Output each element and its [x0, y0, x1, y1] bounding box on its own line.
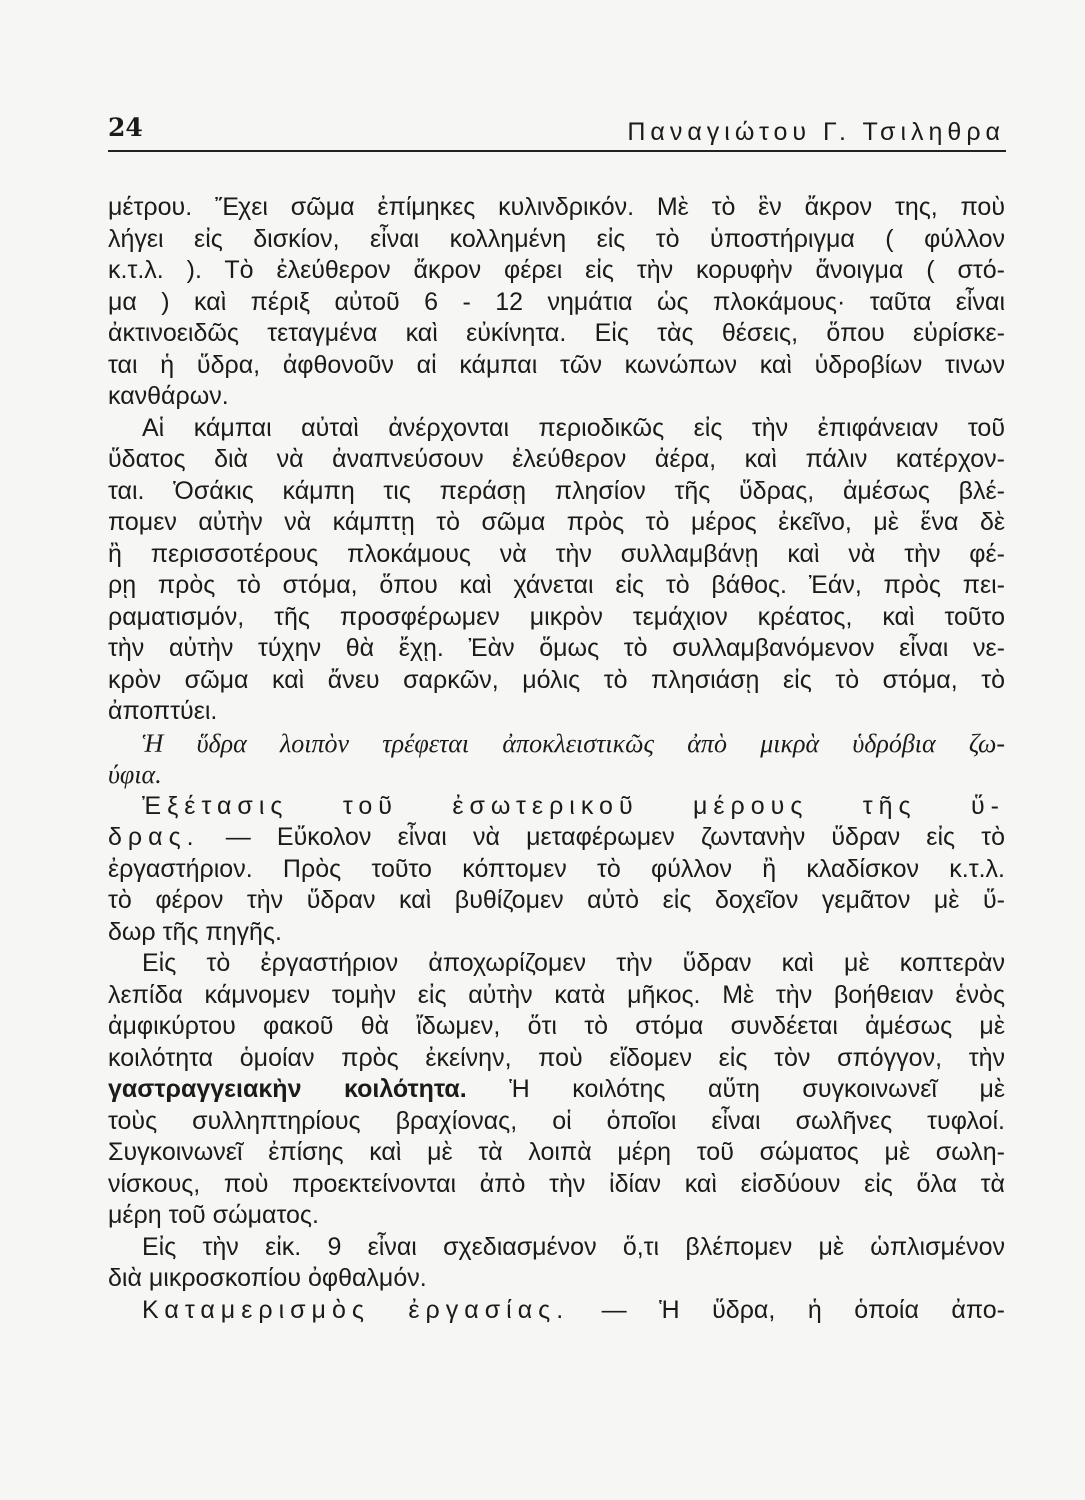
page-number: 24 [108, 113, 143, 142]
text-line: Ἡ ὕδρα λοιπὸν τρέφεται ἀποκλειστικῶς ἀπὸ μικρὰ ὑδρόβια ζω- [142, 728, 1005, 758]
text-line: ἀμφικύρτου φακοῦ θὰ ἴδωμεν, ὅτι τὸ στόμα συνδέεται ἀμέσως μὲ [108, 1012, 1005, 1040]
text-line: μέτρου. Ἔχει σῶμα ἐπίμηκες κυλινδρικόν. Μὲ τὸ ἓν ἄκρον της, ποὺ [108, 193, 1005, 221]
header-rule [108, 150, 1006, 152]
text-line [108, 1074, 1005, 1106]
text-line: ραματισμόν, τῆς προσφέρωμεν μικρὸν τεμάχιον κρέατος, καὶ τοῦτο [108, 602, 1005, 631]
text-line: κ.τ.λ. ). Τὸ ἐλεύθερον ἄκρον φέρει εἰς τὴν κορυφὴν ἄνοιγμα ( στό- [108, 256, 1005, 284]
text-line: πομεν αὐτὴν νὰ κάμπτῃ τὸ σῶμα πρὸς τὸ μέρος ἐκεῖνο, μὲ ἕνα δὲ [108, 508, 1005, 536]
text-line: ύφια. [108, 760, 162, 789]
text-line [108, 791, 1005, 823]
text-line: λήγει εἰς δισκίον, εἶναι κολλημένη εἰς τὸ ὑποστήριγμα ( φύλλον [108, 224, 1005, 253]
text-segment: — Ἡ ὕδρα, ἡ ὁποία ἀπο- [569, 1295, 1005, 1324]
text-line: μέρη τοῦ σώματος. [108, 1201, 319, 1229]
text-line: λεπίδα κάμνομεν τομὴν εἰς αὐτὴν κατὰ μῆκος. Μὲ τὴν βοήθειαν ἑνὸς [108, 980, 1005, 1009]
spaced-heading: Ἐξέτασις τοῦ ἐσωτερικοῦ μέρους τῆς ὕ- [142, 791, 1005, 820]
text-line: Συγκοινωνεῖ ἐπίσης καὶ μὲ τὰ λοιπὰ μέρη τοῦ σώματος μὲ σωλη- [108, 1138, 1005, 1166]
text-line: κοιλότητα ὁμοίαν πρὸς ἐκείνην, ποὺ εἴδομεν εἰς τὸν σπόγγον, τὴν [108, 1043, 1005, 1072]
text-line [108, 822, 1005, 854]
text-line: ρῃ πρὸς τὸ στόμα, ὅπου καὶ χάνεται εἰς τὸ βάθος. Ἐάν, πρὸς πει- [108, 571, 1005, 599]
text-line [108, 1295, 1005, 1327]
text-line: ἐργαστήριον. Πρὸς τοῦτο κόπτομεν τὸ φύλλον ἢ κλαδίσκον κ.τ.λ. [108, 854, 1005, 883]
text-line: ἀκτινοειδῶς τεταγμένα καὶ εὐκίνητα. Εἰς τὰς θέσεις, ὅπου εὑρίσκε- [108, 319, 1005, 347]
text-line: τὸ φέρον τὴν ὕδραν καὶ βυθίζομεν αὐτὸ εἰς δοχεῖον γεμᾶτον μὲ ὕ- [108, 886, 1005, 914]
text-segment: — Εὔκολον εἶναι νὰ μεταφέρωμεν ζωντανὴν ὕδραν εἰς τὸ [199, 823, 1005, 851]
page-body [108, 192, 1005, 1326]
text-line: ἢ περισσοτέρους πλοκάμους νὰ τὴν συλλαμβάνῃ καὶ νὰ τὴν φέ- [108, 539, 1005, 568]
text-line: μα ) καὶ πέριξ αὐτοῦ 6 - 12 νημάτια ὡς πλοκάμους· ταῦτα εἶναι [108, 287, 1005, 316]
bold-term: γαστραγγειακὴν κοιλότητα. [108, 1075, 467, 1103]
text-line: τοὺς συλληπτηρίους βραχίονας, οἱ ὁποῖοι εἶναι σωλῆνες τυφλοί. [108, 1106, 1005, 1135]
text-line: κανθάρων. [108, 382, 229, 410]
text-segment: Ἡ κοιλότης αὕτη συγκοινωνεῖ μὲ [466, 1075, 1005, 1103]
text-line: ἀποπτύει. [108, 697, 218, 725]
text-line: ὕδατος διὰ νὰ ἀναπνεύσουν ἐλεύθερον ἀέρα, καὶ πάλιν κατέρχον- [108, 445, 1005, 473]
text-line: νίσκους, ποὺ προεκτείνονται ἀπὸ τὴν ἰδίαν καὶ εἰσδύουν εἰς ὅλα τὰ [108, 1169, 1005, 1198]
text-line: Εἰς τὴν εἰκ. 9 εἶναι σχεδιασμένον ὅ,τι βλέπομεν μὲ ὡπλισμένον [142, 1232, 1005, 1261]
text-line: ται. Ὁσάκις κάμπη τις περάσῃ πλησίον τῆς ὕδρας, ἀμέσως βλέ- [108, 476, 1005, 505]
text-line: τὴν αὐτὴν τύχην θὰ ἔχῃ. Ἐὰν ὅμως τὸ συλλαμβανόμενον εἶναι νε- [108, 634, 1005, 662]
running-title: Παναγιώτου Γ. Τσιληθρα [627, 118, 1005, 146]
text-line: κρὸν σῶμα καὶ ἄνευ σαρκῶν, μόλις τὸ πλησιάσῃ εἰς τὸ στόμα, τὸ [108, 665, 1005, 694]
spaced-heading: Καταμερισμὸς ἐργασίας. [142, 1295, 570, 1324]
spaced-heading: δρας. [108, 823, 200, 851]
text-line: Αἱ κάμπαι αὐταὶ ἀνέρχονται περιοδικῶς εἰς τὴν ἐπιφάνειαν τοῦ [142, 413, 1005, 442]
text-line: ται ἡ ὕδρα, ἀφθονοῦν αἱ κάμπαι τῶν κωνώπων καὶ ὑδροβίων τινων [108, 350, 1005, 379]
text-line: δωρ τῆς πηγῆς. [108, 917, 282, 946]
text-line: διὰ μικροσκοπίου ὀφθαλμόν. [108, 1264, 427, 1292]
text-line: Εἰς τὸ ἐργαστήριον ἀποχωρίζομεν τὴν ὕδραν καὶ μὲ κοπτερὰν [142, 949, 1005, 977]
